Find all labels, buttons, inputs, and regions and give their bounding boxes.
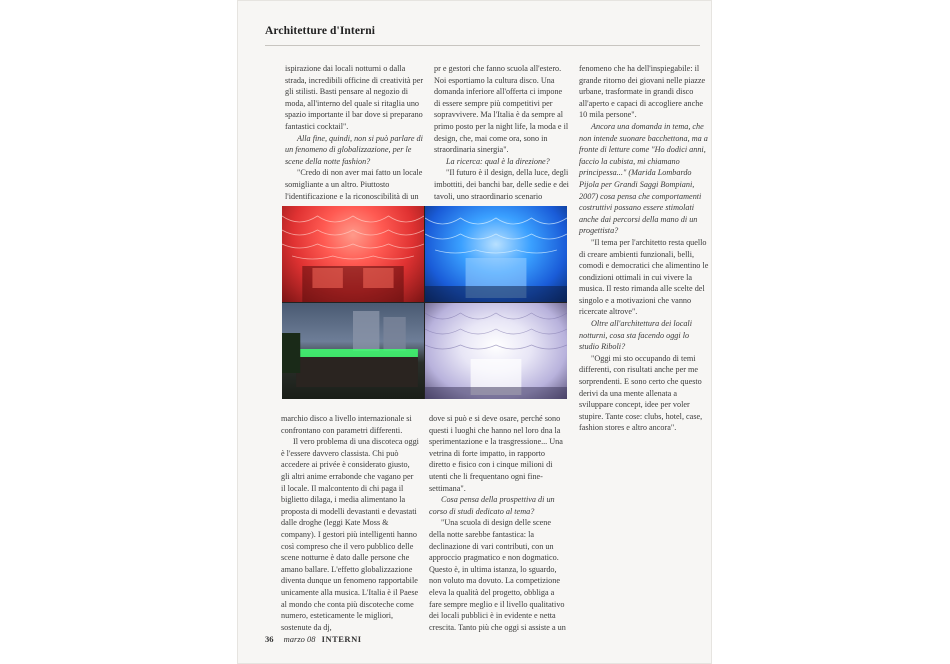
photo-red-interior	[282, 206, 424, 302]
issue-date: marzo 08	[283, 634, 316, 644]
text-column-1-lower	[281, 413, 419, 633]
paragraph: "Oggi mi sto occupando di temi differenti, con risultati anche per me sorprendenti. E sono certo che questo derivi da una mente allenata a sviluppare concept, idee per voler stupire. Tante cose: clubs, hotel, case, fashion stores e altro ancora".	[579, 353, 703, 433]
magazine-page	[237, 0, 712, 664]
page-number: 36	[265, 634, 274, 644]
section-header: Architetture d'Interni	[265, 25, 376, 37]
paragraph: Oltre all'architettura dei locali notturni, cosa sta facendo oggi lo studio Riboli?	[579, 319, 692, 352]
paragraph: "Il tema per l'architetto resta quello di creare ambienti funzionali, belli, comodi e democratici che alimentino le condizioni ottimali in cui vivere la musica. Il resto rimanda alle scelte del singolo e a motivazioni che vanno ricercate altrove".	[579, 237, 709, 317]
paragraph: marchio disco a livello internazionale si confrontano con parametri differenti.	[281, 414, 412, 435]
paragraph: ispirazione dai locali notturni o dalla strada, incredibili officine di creatività per gli stilisti. Basti pensare al negozio di moda, all'interno del quale si ritaglia uno spazio importante il bar dove si preparano fantastici cocktail".	[285, 64, 424, 131]
text-column-3	[579, 63, 711, 434]
page-footer	[265, 634, 362, 644]
text-column-1	[285, 63, 425, 202]
photo-building-exterior	[282, 303, 424, 399]
text-column-2-lower	[429, 413, 566, 633]
photo-grid	[282, 206, 567, 399]
text-column-2	[434, 63, 569, 202]
header-rule	[265, 45, 700, 46]
paragraph: Cosa pensa della prospettiva di un corso di studi dedicato al tema?	[429, 495, 555, 516]
paragraph: "Il futuro è il design, della luce, degli imbottiti, dei banchi bar, delle sedie e dei tavoli, uno straordinario scenario	[434, 168, 569, 201]
paragraph: La ricerca: qual è la direzione?	[446, 156, 550, 166]
paragraph: Alla fine, quindi, non si può parlare di un fenomeno di globalizzazione, per le scene della notte fashion?	[285, 133, 423, 166]
paragraph: "Una scuola di design delle scene della notte sarebbe fantastica: la declinazione di vari contributi, con un approccio pragmatico e non dogmatico. Questo è, in ultima istanza, lo sguardo, non voluto ma dovuto. La competizione eleva la qualità del progetto, obbliga a fare sempre meglio e il livello qualitativo dei locali pubblici è in evidente e netta crescita. Tanto più che oggi si assiste a un	[429, 518, 566, 632]
paragraph: fenomeno che ha dell'inspiegabile: il grande ritorno dei giovani nelle piazze urbane, trasformate in grandi disco all'aperto e capaci di accogliere anche 10 mila persone".	[579, 64, 706, 120]
photo-white-interior	[425, 303, 567, 399]
paragraph: Ancora una domanda in tema, che non intende suonare bacchettona, ma a fronte di letture come "Ho dodici anni, faccio la cubista, mi chiamano principessa..." (Marida Lombardo Pijola per Grandi Saggi Bompiani, 2007) cosa pensa che comportamenti costruttivi possano essere stimolati anche dai percorsi della mano di un progettista?	[579, 121, 708, 236]
paragraph: dove si può e si deve osare, perché sono questi i luoghi che hanno nel loro dna la sperimentazione e la trasgressione... Una vetrina di forte impatto, in rapporto diretto e fisico con i cinque milioni di utenti che li frequentano ogni fine-settimana".	[429, 414, 563, 493]
paragraph: Il vero problema di una discoteca oggi è l'essere davvero classista. Chi può accedere ai privée è considerato giusto, gli altri anime errabonde che vagano per il locale. Il malcontento di chi paga il biglietto dilaga, i media alimentano la proposta di modelli devastanti e devastati dalle droghe (leggi Kate Moss & company). I gestori più intelligenti hanno così compreso che il vero pubblico delle scene notturne è dato dalle persone che amano ballare. L'effetto globalizzazione diventa dunque un fenomeno rapportabile unicamente alla musica. L'Italia è il Paese al mondo che conta più discoteche come numero, esteticamente le migliori, sostenute da dj,	[281, 437, 419, 632]
paragraph: pr e gestori che fanno scuola all'estero. Noi esportiamo la cultura disco. Una domanda inferiore all'offerta ci impone di essere sempre più competitivi per sopravvivere. Ma l'Italia è da sempre al primo posto per la night life, la moda e il design, che, mai come ora, sono in straordinaria sinergia".	[434, 64, 569, 155]
magazine-name: INTERNI	[321, 634, 362, 644]
photo-blue-interior	[425, 206, 567, 302]
paragraph: "Credo di non aver mai fatto un locale somigliante a un altro. Piuttosto l'identificazione e la riconoscibilità di un	[285, 168, 423, 201]
